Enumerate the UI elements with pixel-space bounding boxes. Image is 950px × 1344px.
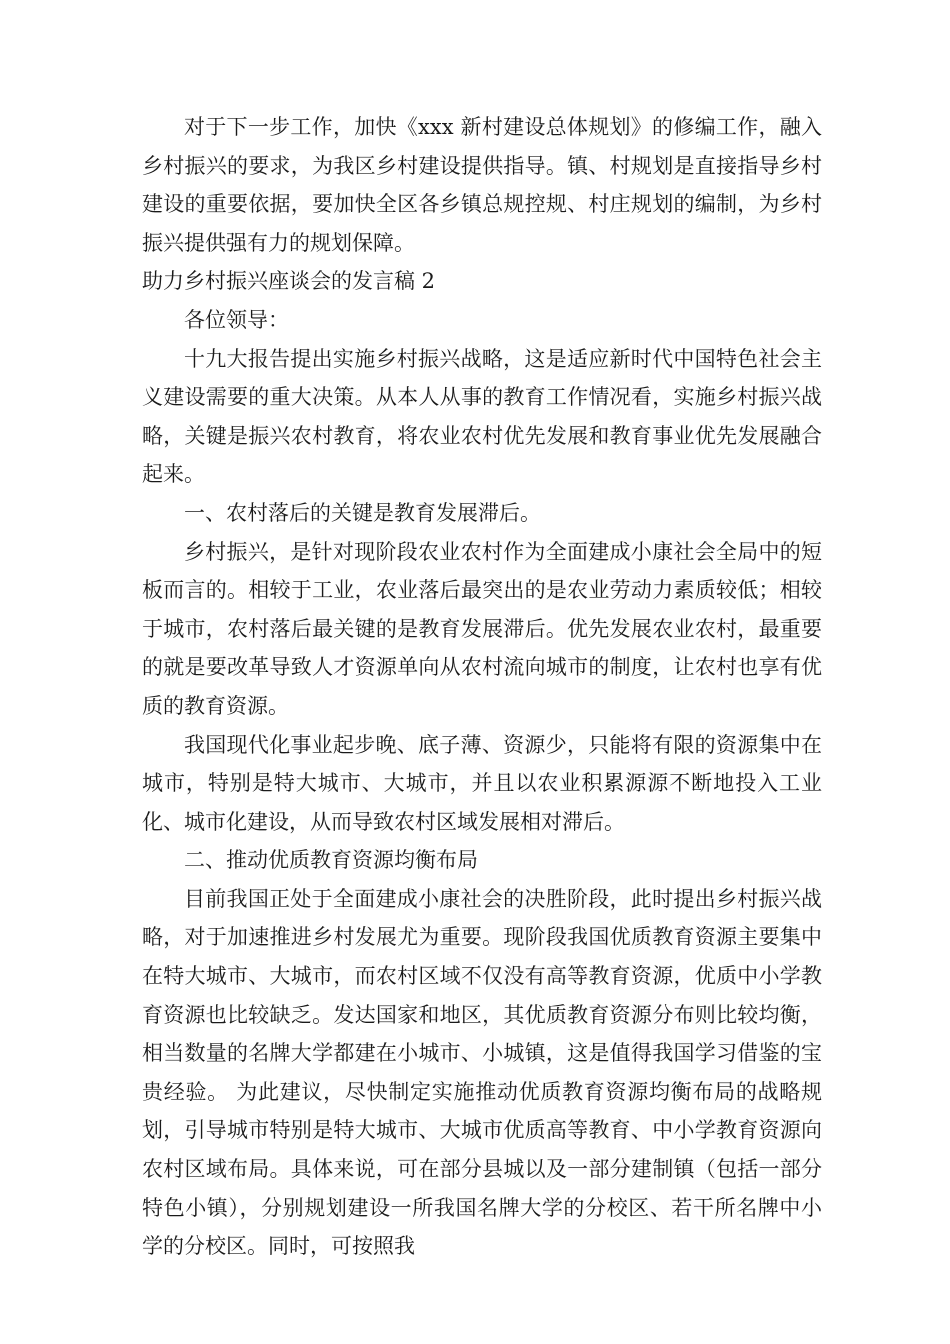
paragraph-modernization: 我国现代化事业起步晚、底子薄、资源少，只能将有限的资源集中在城市，特别是特大城市、大城市，并且以农业积累源源不断地投入工业化、城市化建设，从而导致农村区域发展相对滞后。 [142,732,822,834]
paragraph-education-balance: 目前我国正处于全面建成小康社会的决胜阶段，此时提出乡村振兴战略，对于加速推进乡村发展尤为重要。现阶段我国优质教育资源主要集中在特大城市、大城市，而农村区域不仅没有高等教育资源，优质中小学教育资源也比较缺乏。发达国家和地区，其优质教育资源分布则比较均衡，相当数量的名牌大学都建在小城市、小城镇，这是值得我国学习借鉴的宝贵经验。 为此建议，尽快制定实施推动优质教育资源均衡布局的战略规划，引导城市特别是特大城市、大城市优质高等教育、中小学教育资源向农村区域布局。具体来说，可在部分县城以及一部分建制镇（包括一部分特色小镇），分别规划建设一所我国名牌大学的分校区、若干所名牌中小学的分校区。同时，可按照我 [142,886,822,1259]
section-heading-speech-2: 助力乡村振兴座谈会的发言稿 2 [142,269,436,294]
salutation: 各位领导： [184,307,289,332]
document-body [142,108,822,1266]
subheading-one: 一、农村落后的关键是教育发展滞后。 [184,500,541,525]
paragraph-intro: 十九大报告提出实施乡村振兴战略，这是适应新时代中国特色社会主义建设需要的重大决策。从本人从事的教育工作情况看，实施乡村振兴战略，关键是振兴农村教育，将农业农村优先发展和教育事业优先发展融合起来。 [142,346,822,487]
paragraph-rural-revitalization: 乡村振兴，是针对现阶段农业农村作为全面建成小康社会全局中的短板而言的。相较于工业，农业落后最突出的是农业劳动力素质较低；相较于城市，农村落后最关键的是教育发展滞后。优先发展农业农村，最重要的就是要改革导致人才资源单向从农村流向城市的制度，让农村也享有优质的教育资源。 [142,539,822,718]
paragraph-closing-remarks: 对于下一步工作，加快《xxx 新村建设总体规划》的修编工作，融入乡村振兴的要求，为我区乡村建设提供指导。镇、村规划是直接指导乡村建设的重要依据，要加快全区各乡镇总规控规、村庄规划的编制，为乡村振兴提供强有力的规划保障。 [142,115,822,255]
subheading-two: 二、推动优质教育资源均衡布局 [184,848,478,873]
